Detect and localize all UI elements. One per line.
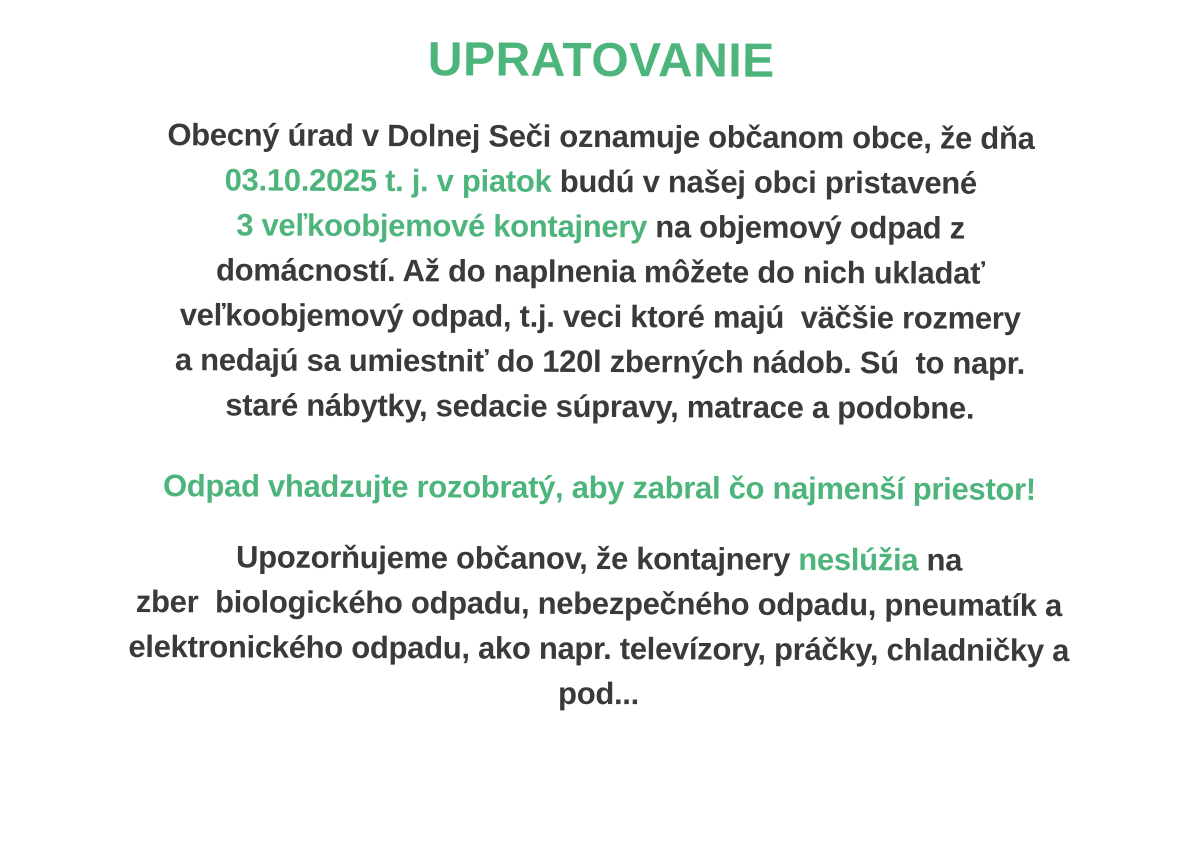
text-segment-date: 03.10.2025 t. j. v piatok	[224, 162, 552, 199]
notice-line	[0, 533, 1199, 583]
text-segment: zber biologického odpadu, nebezpečného odpadu, pneumatík a	[135, 583, 1063, 624]
notice-line	[1, 156, 1200, 206]
text-segment: veľkoobjemový odpad, t.j. veci ktoré majú väčšie rozmery	[179, 297, 1021, 336]
notice-line	[0, 668, 1199, 718]
text-segment-nesluzia: neslúžia	[798, 541, 919, 578]
paragraph-highlight	[0, 462, 1200, 512]
notice-line	[0, 381, 1200, 431]
paragraph-intro	[0, 111, 1200, 431]
text-segment: budú v našej obci pristavené	[551, 163, 977, 201]
paragraph-warning	[0, 533, 1199, 718]
notice-line	[0, 201, 1200, 251]
notice-line	[0, 462, 1200, 512]
text-segment: staré nábytky, sedacie súpravy, matrace a podobne.	[225, 387, 975, 426]
notice-line	[0, 246, 1200, 296]
text-segment: na objemový odpad z	[646, 209, 965, 246]
notice-line	[0, 336, 1200, 386]
notice-line	[1, 111, 1200, 161]
text-segment: na	[918, 542, 963, 578]
notice-line	[0, 623, 1199, 673]
text-segment: Upozorňujeme občanov, že kontajnery	[236, 539, 799, 577]
notice-line	[0, 291, 1200, 341]
text-segment-containers: 3 veľkoobjemové kontajnery	[236, 207, 648, 245]
text-segment: pod...	[558, 675, 640, 712]
text-segment: a nedajú sa umiestniť do 120l zberných nádob. Sú to napr.	[174, 342, 1026, 381]
notice-title: UPRATOVANIE	[427, 33, 775, 88]
notice-line	[0, 578, 1199, 628]
text-segment: domácností. Až do naplnenia môžete do nich ukladať	[215, 252, 985, 291]
text-segment-highlight: Odpad vhadzujte rozobratý, aby zabral čo najmenší priestor!	[162, 468, 1036, 507]
text-segment: elektronického odpadu, ako napr. televízory, práčky, chladničky a	[128, 628, 1070, 669]
text-segment: Obecný úrad v Dolnej Seči oznamuje občanom obce, že dňa	[167, 117, 1035, 156]
